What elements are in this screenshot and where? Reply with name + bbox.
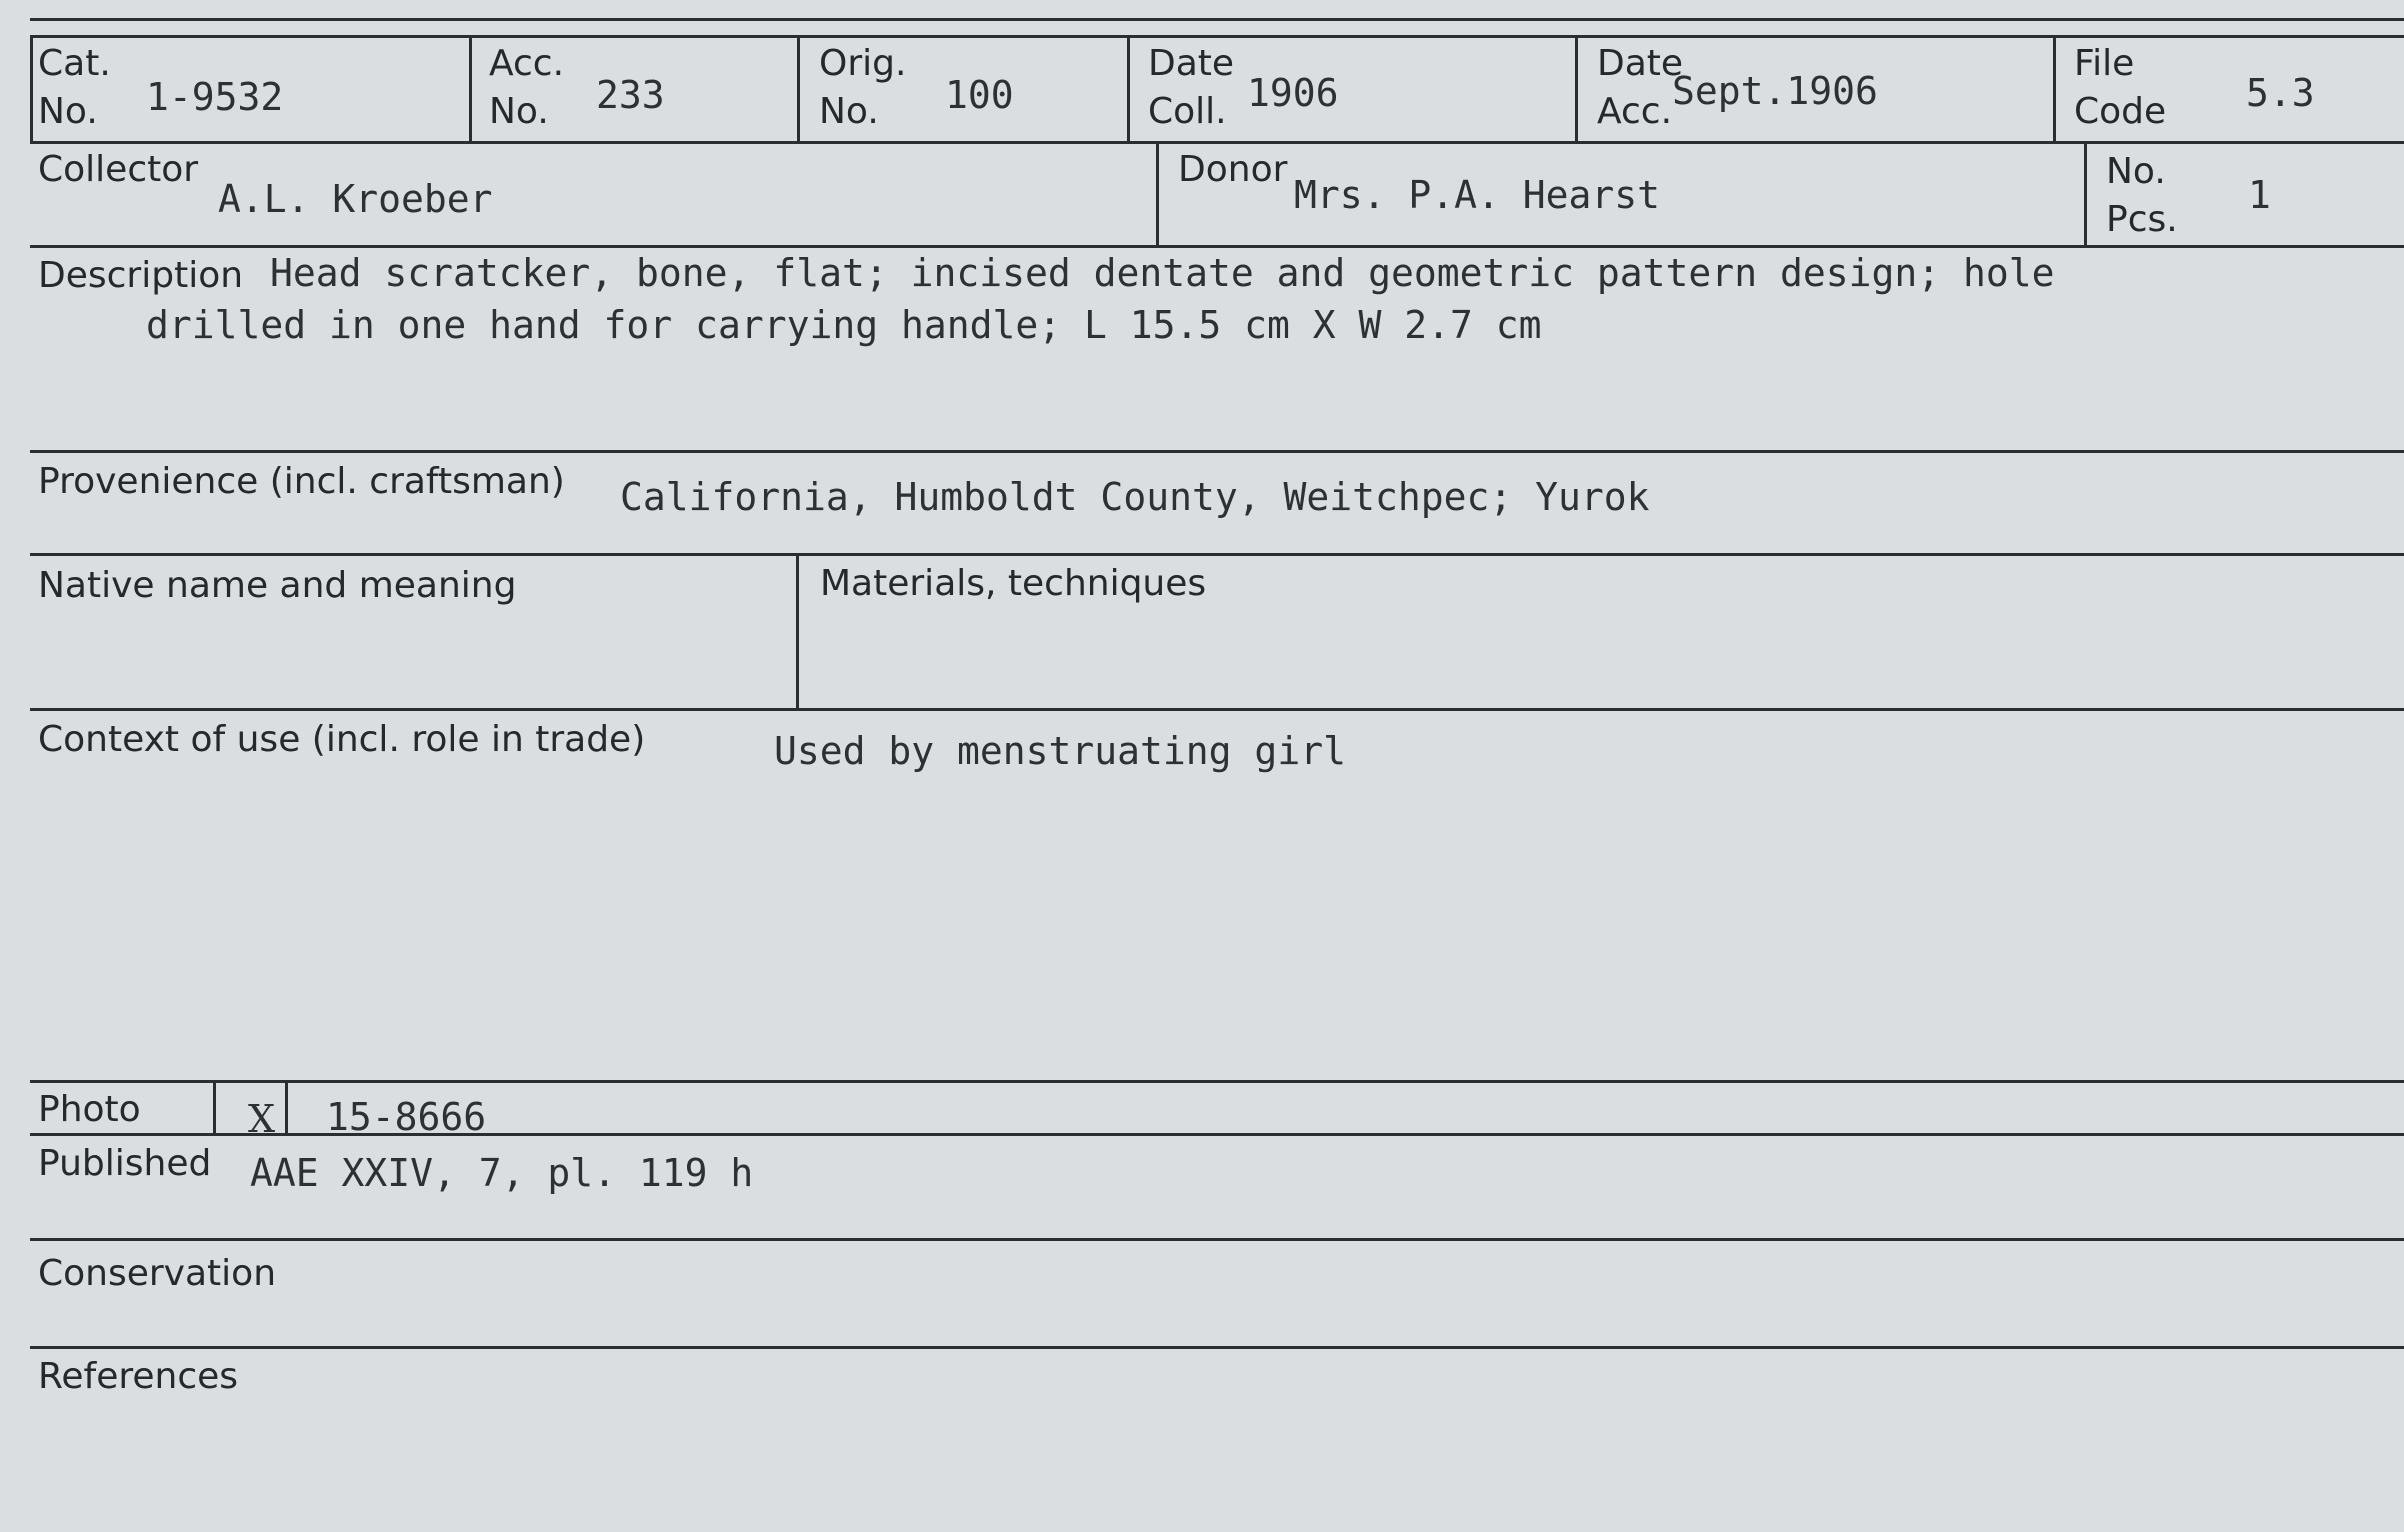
rule-v-header-3 bbox=[797, 35, 800, 144]
no-pcs-label-bottom: Pcs. bbox=[2106, 199, 2178, 240]
provenience-value: California, Humboldt County, Weitchpec; Yurok bbox=[620, 475, 1650, 519]
orig-label-top: Orig. bbox=[819, 43, 907, 84]
native-name-label: Native name and meaning bbox=[38, 565, 517, 606]
rule-published-bottom bbox=[30, 1238, 2404, 1241]
description-label: Description bbox=[38, 255, 244, 296]
orig-label-bottom: No. bbox=[819, 91, 879, 132]
date-coll-value: 1906 bbox=[1247, 71, 1339, 115]
date-acc-value: Sept.1906 bbox=[1672, 69, 1878, 113]
acc-label-top: Acc. bbox=[489, 43, 565, 84]
context-label: Context of use (incl. role in trade) bbox=[38, 719, 646, 760]
rule-v-header-5 bbox=[1575, 35, 1578, 144]
acc-no-value: 233 bbox=[596, 73, 665, 117]
published-label: Published bbox=[38, 1143, 212, 1184]
cat-no-value: 1-9532 bbox=[146, 75, 284, 119]
rule-header-bottom bbox=[30, 141, 2404, 144]
rule-top bbox=[30, 18, 2404, 21]
rule-v-row2-2 bbox=[2084, 141, 2087, 248]
rule-provenience-bottom bbox=[30, 553, 2404, 556]
cat-label-top: Cat. bbox=[38, 43, 111, 84]
file-label-bottom: Code bbox=[2074, 91, 2167, 132]
date-acc-label-bottom: Acc. bbox=[1597, 91, 1673, 132]
conservation-label: Conservation bbox=[38, 1253, 277, 1294]
cat-label-bottom: No. bbox=[38, 91, 98, 132]
description-line-1: Head scratcker, bone, flat; incised dentate and geometric pattern design; hole bbox=[270, 251, 2055, 295]
donor-label: Donor bbox=[1178, 149, 1288, 190]
rule-v-header-4 bbox=[1127, 35, 1130, 144]
orig-no-value: 100 bbox=[945, 73, 1014, 117]
rule-v-photo-2 bbox=[285, 1080, 288, 1136]
file-label-top: File bbox=[2074, 43, 2135, 84]
rule-native-bottom bbox=[30, 708, 2404, 711]
photo-value: 15-8666 bbox=[326, 1095, 487, 1139]
donor-value: Mrs. P.A. Hearst bbox=[1294, 173, 1661, 217]
rule-v-photo-1 bbox=[213, 1080, 216, 1136]
rule-header-top bbox=[30, 35, 2404, 38]
no-pcs-value: 1 bbox=[2248, 173, 2271, 217]
rule-context-bottom bbox=[30, 1080, 2404, 1083]
context-value: Used by menstruating girl bbox=[774, 729, 1346, 773]
date-acc-label-top: Date bbox=[1597, 43, 1684, 84]
rule-description-bottom bbox=[30, 450, 2404, 453]
photo-mark: X bbox=[248, 1097, 276, 1141]
rule-v-header-6 bbox=[2053, 35, 2056, 144]
collector-value: A.L. Kroeber bbox=[218, 177, 493, 221]
rule-v-header-1 bbox=[30, 35, 33, 144]
materials-label: Materials, techniques bbox=[820, 563, 1207, 604]
published-value: AAE XXIV, 7, pl. 119 h bbox=[250, 1151, 754, 1195]
date-coll-label-bottom: Coll. bbox=[1148, 91, 1227, 132]
references-label: References bbox=[38, 1356, 239, 1397]
rule-v-native-materials bbox=[796, 553, 799, 711]
no-pcs-label-top: No. bbox=[2106, 151, 2166, 192]
date-coll-label-top: Date bbox=[1148, 43, 1235, 84]
file-code-value: 5.3 bbox=[2246, 71, 2315, 115]
photo-label: Photo bbox=[38, 1089, 141, 1130]
provenience-label: Provenience (incl. craftsman) bbox=[38, 461, 565, 502]
rule-conservation-bottom bbox=[30, 1346, 2404, 1349]
collector-label: Collector bbox=[38, 149, 199, 190]
rule-v-header-2 bbox=[469, 35, 472, 144]
description-line-2: drilled in one hand for carrying handle; L 15.5 cm X W 2.7 cm bbox=[146, 303, 1542, 347]
rule-v-row2-1 bbox=[1156, 141, 1159, 248]
acc-label-bottom: No. bbox=[489, 91, 549, 132]
